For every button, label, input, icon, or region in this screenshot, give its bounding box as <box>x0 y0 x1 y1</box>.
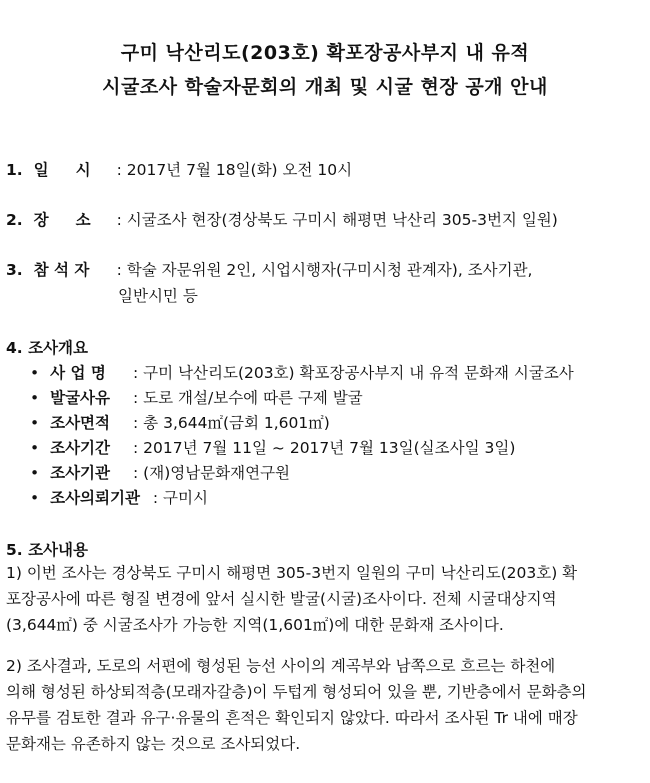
bullet-value: : 구미시 <box>152 489 208 507</box>
bullet-label: 조사면적 <box>50 414 110 432</box>
item-place <box>6 208 558 230</box>
bullet-icon: • <box>30 439 40 457</box>
content-paragraph-1 <box>6 560 638 638</box>
paragraph-line: 포장공사에 따른 형질 변경에 앞서 실시한 발굴(시굴)조사이다. 전체 시굴대상지역 <box>6 590 557 608</box>
document-title-line-1: 구미 낙산리도(203호) 확포장공사부지 내 유적 <box>120 42 530 64</box>
bullet-icon: • <box>30 414 40 432</box>
overview-heading: 4. 조사개요 <box>6 339 88 357</box>
paragraph-line: 2) 조사결과, 도로의 서편에 형성된 능선 사이의 계곡부와 남쪽으로 흐르는 하천에 <box>6 657 556 675</box>
list-item <box>30 436 515 458</box>
item-value: 2017년 7월 18일(화) 오전 10시 <box>126 161 353 179</box>
list-item <box>30 461 290 483</box>
bullet-icon: • <box>30 364 40 382</box>
item-label: 장 소 <box>33 211 91 229</box>
item-separator: : <box>116 161 122 179</box>
item-value: 시굴조사 현장(경상북도 구미시 해평면 낙산리 305-3번지 일원) <box>126 211 558 229</box>
item-separator: : <box>116 211 122 229</box>
content-heading: 5. 조사내용 <box>6 541 88 559</box>
bullet-label: 조사의뢰기관 <box>50 489 140 507</box>
item-number: 2. <box>6 211 23 229</box>
bullet-value: : 2017년 7월 11일 ~ 2017년 7월 13일(실조사일 3일) <box>133 439 516 457</box>
bullet-label: 조사기관 <box>50 464 110 482</box>
item-attendees <box>6 258 533 280</box>
item-label: 참 석 자 <box>33 261 90 279</box>
item-date <box>6 158 352 180</box>
content-paragraph-2 <box>6 653 638 757</box>
item-attendees-cont: 일반시민 등 <box>118 287 198 305</box>
paragraph-line: 유무를 검토한 결과 유구·유물의 흔적은 확인되지 않았다. 따라서 조사된 Tr 내에 매장 <box>6 709 578 727</box>
document-title-line-2: 시굴조사 학술자문회의 개최 및 시굴 현장 공개 안내 <box>102 76 548 98</box>
bullet-label: 조사기간 <box>50 439 110 457</box>
list-item <box>30 386 363 408</box>
item-separator: : <box>116 261 122 279</box>
bullet-value: : (재)영남문화재연구원 <box>133 464 291 482</box>
bullet-value: : 총 3,644㎡(금회 1,601㎡) <box>133 414 330 432</box>
bullet-label: 발굴사유 <box>50 389 110 407</box>
bullet-icon: • <box>30 464 40 482</box>
item-value: 학술 자문위원 2인, 시업시행자(구미시청 관계자), 조사기관, <box>126 261 533 279</box>
bullet-label: 사 업 명 <box>50 364 106 382</box>
item-label: 일 시 <box>33 161 91 179</box>
bullet-value: : 도로 개설/보수에 따른 구제 발굴 <box>133 389 363 407</box>
paragraph-line: 1) 이번 조사는 경상북도 구미시 해평면 305-3번지 일원의 구미 낙산리도(203호) 확 <box>6 564 578 582</box>
bullet-icon: • <box>30 489 40 507</box>
paragraph-line: 문화재는 유존하지 않는 것으로 조사되었다. <box>6 735 301 753</box>
bullet-icon: • <box>30 389 40 407</box>
item-number: 1. <box>6 161 23 179</box>
list-item <box>30 361 574 383</box>
list-item <box>30 411 330 433</box>
paragraph-line: 의해 형성된 하상퇴적층(모래자갈층)이 두텁게 형성되어 있을 뿐, 기반층에서 문화층의 <box>6 683 587 701</box>
list-item <box>30 486 208 508</box>
item-number: 3. <box>6 261 23 279</box>
bullet-value: : 구미 낙산리도(203호) 확포장공사부지 내 유적 문화재 시굴조사 <box>133 364 574 382</box>
paragraph-line: (3,644㎡) 중 시굴조사가 가능한 지역(1,601㎡)에 대한 문화재 조사이다. <box>6 616 504 634</box>
